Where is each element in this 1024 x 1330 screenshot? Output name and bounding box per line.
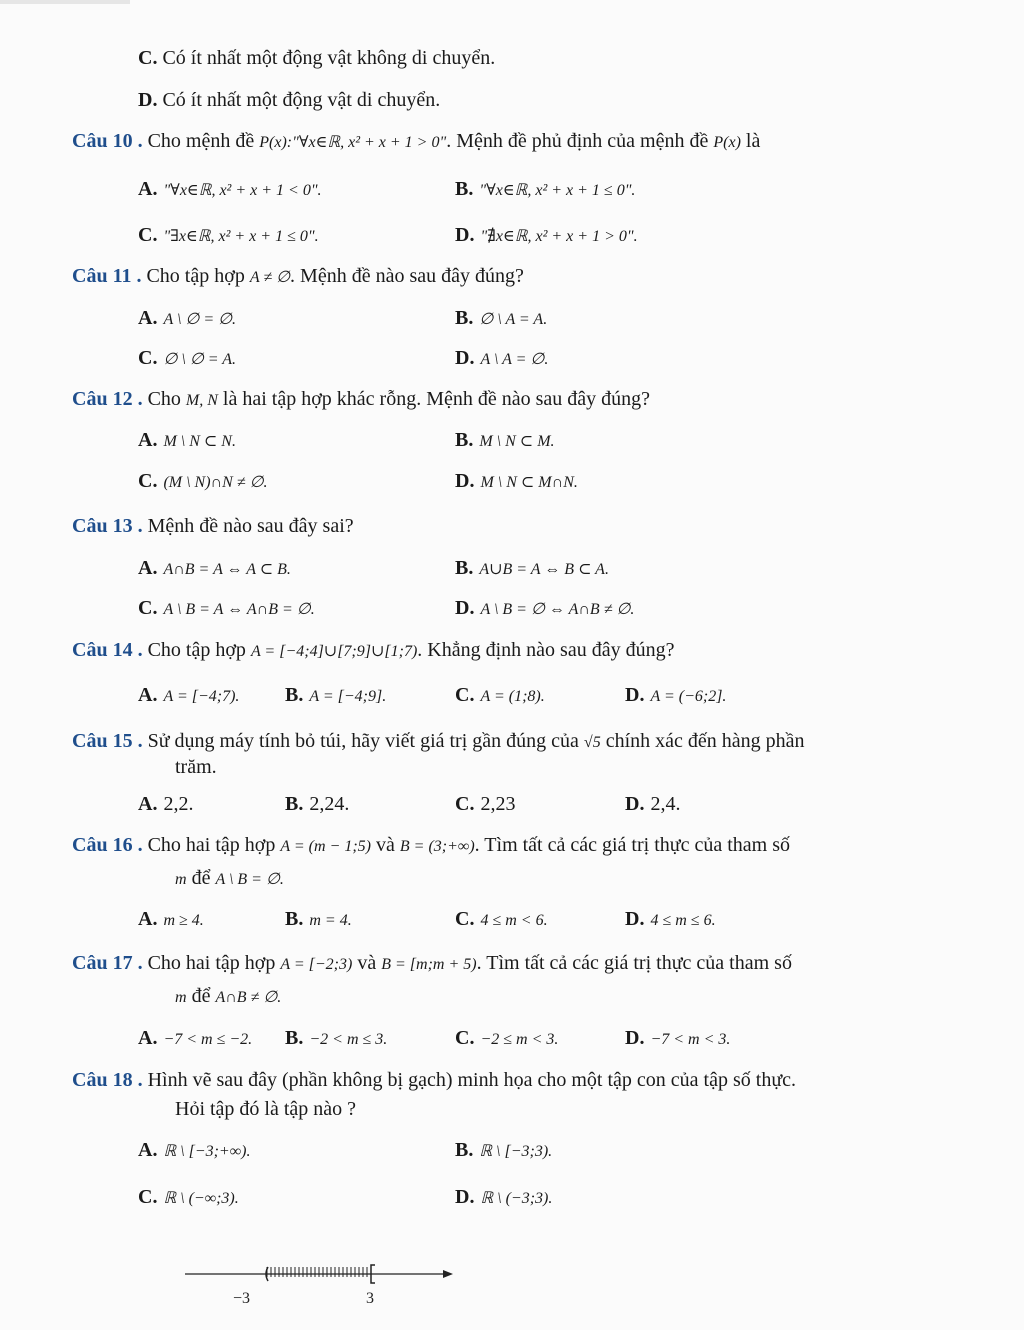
question-text: . Tìm tất cả các giá trị thực của tham số <box>474 834 791 856</box>
option-label: D. <box>625 684 645 706</box>
option-label: C. <box>138 224 158 246</box>
option-label: D. <box>455 347 475 369</box>
math-expression: M, N <box>185 392 218 409</box>
q15-option-b[interactable] <box>285 791 349 817</box>
q17-option-b[interactable] <box>285 1025 387 1053</box>
math-expression: A ≠ ∅ <box>249 269 291 286</box>
q15-option-d[interactable] <box>625 791 680 817</box>
q12-option-b[interactable] <box>455 427 555 455</box>
question-text: . Tìm tất cả các giá trị thực của tham số <box>476 952 792 974</box>
option-text: m = 4. <box>309 912 352 929</box>
number-line-label-right: 3 <box>366 1290 374 1307</box>
option-text: M \ N ⊂ N. <box>163 433 236 450</box>
q11-option-a[interactable] <box>138 305 236 333</box>
option-text: A \ ∅ = ∅. <box>163 311 237 328</box>
option-label: A. <box>138 908 158 930</box>
question-14 <box>72 636 674 666</box>
option-text: ℝ \ (−3;3). <box>480 1190 553 1207</box>
option-label: A. <box>138 307 158 329</box>
question-15-continuation: trăm. <box>175 756 217 778</box>
top-bar <box>0 0 130 4</box>
option-label: C. <box>455 684 475 706</box>
option-label: B. <box>285 793 304 815</box>
question-text: Hình vẽ sau đây (phần không bị gạch) minh họa cho một tập con của tập số thực. <box>147 1069 797 1091</box>
math-expression: B = [m;m + 5) <box>381 956 477 973</box>
question-text: . Mệnh đề nào sau đây đúng? <box>290 265 524 287</box>
option-label: D. <box>455 597 475 619</box>
question-number: Câu 15 . <box>72 730 143 752</box>
option-label: D. <box>455 1186 475 1208</box>
option-text: A \ B = ∅ ⇔ A∩B ≠ ∅. <box>480 601 635 618</box>
question-11 <box>72 262 524 292</box>
option-label: A. <box>138 1027 158 1049</box>
option-text: −2 ≤ m < 3. <box>480 1031 559 1048</box>
number-line-label-left: −3 <box>233 1290 251 1307</box>
number-line-figure <box>175 1255 475 1315</box>
q15-option-c[interactable] <box>455 791 515 817</box>
q12-option-a[interactable] <box>138 427 236 455</box>
option-text: ℝ \ (−∞;3). <box>163 1190 239 1207</box>
question-text: Cho tập hợp <box>147 639 251 661</box>
option-label: A. <box>138 684 158 706</box>
option-text: "∄x∈ℝ, x² + x + 1 > 0". <box>480 228 638 245</box>
q14-option-a[interactable] <box>138 682 239 710</box>
option-label: D. <box>455 470 475 492</box>
q10-option-a[interactable] <box>138 176 322 204</box>
question-18 <box>72 1066 796 1094</box>
prev-option-d <box>138 86 440 114</box>
q10-option-b[interactable] <box>455 176 635 204</box>
q11-option-c[interactable] <box>138 345 236 373</box>
option-label: C. <box>138 47 158 69</box>
q13-option-a[interactable] <box>138 555 291 583</box>
question-text: Sử dụng máy tính bỏ túi, hãy viết giá trị gần đúng của <box>147 730 584 752</box>
q14-option-d[interactable] <box>625 682 726 710</box>
option-text: −2 < m ≤ 3. <box>309 1031 388 1048</box>
option-text: A∪B = A ⇔ B ⊂ A. <box>479 561 609 578</box>
question-text: Cho hai tập hợp <box>147 834 281 856</box>
q13-option-b[interactable] <box>455 555 609 583</box>
option-text: Có ít nhất một động vật di chuyển. <box>162 89 441 111</box>
option-label: B. <box>455 557 474 579</box>
option-label: C. <box>455 1027 475 1049</box>
question-text: để <box>186 985 216 1007</box>
option-label: D. <box>625 908 645 930</box>
question-text: Cho <box>147 388 186 410</box>
math-expression: B = (3;+∞) <box>399 838 475 855</box>
option-text: "∀x∈ℝ, x² + x + 1 ≤ 0". <box>479 182 636 199</box>
question-text: là <box>740 130 761 152</box>
option-label: A. <box>138 429 158 451</box>
option-text: 4 ≤ m ≤ 6. <box>650 912 716 929</box>
option-text: −7 < m ≤ −2. <box>163 1031 253 1048</box>
option-text: (M \ N)∩N ≠ ∅. <box>163 474 268 491</box>
q18-option-b[interactable] <box>455 1137 552 1165</box>
option-text: 2,24. <box>309 793 350 815</box>
option-text: 4 ≤ m < 6. <box>480 912 548 929</box>
math-expression: P(x) <box>713 134 741 151</box>
math-expression: √5 <box>583 734 601 751</box>
option-text: −7 < m < 3. <box>650 1031 731 1048</box>
option-text: ∅ \ ∅ = A. <box>163 351 237 368</box>
question-number: Câu 16 . <box>72 834 143 856</box>
math-expression: m <box>175 989 187 1006</box>
question-16 <box>72 831 790 861</box>
q11-option-b[interactable] <box>455 305 547 333</box>
q10-option-c[interactable] <box>138 222 319 250</box>
option-text: "∃x∈ℝ, x² + x + 1 ≤ 0". <box>163 228 319 245</box>
question-number: Câu 12 . <box>72 388 143 410</box>
option-text: A = (1;8). <box>480 688 545 705</box>
math-expression: A∩B ≠ ∅. <box>215 989 282 1006</box>
q17-option-d[interactable] <box>625 1025 730 1053</box>
option-text: M \ N ⊂ M∩N. <box>480 474 578 491</box>
option-text: M \ N ⊂ M. <box>479 433 555 450</box>
q13-option-c[interactable] <box>138 595 315 623</box>
option-label: A. <box>138 557 158 579</box>
q14-option-c[interactable] <box>455 682 545 710</box>
question-text: Mệnh đề nào sau đây sai? <box>147 515 354 537</box>
q18-option-c[interactable] <box>138 1184 239 1212</box>
question-number: Câu 14 . <box>72 639 143 661</box>
q16-option-c[interactable] <box>455 906 548 934</box>
q17-option-c[interactable] <box>455 1025 558 1053</box>
prev-option-c <box>138 44 495 72</box>
question-number: Câu 10 . <box>72 130 143 152</box>
question-text: và <box>352 952 382 974</box>
q16-option-b[interactable] <box>285 906 352 934</box>
question-16-continuation <box>175 864 284 894</box>
option-text: 2,23 <box>480 793 516 815</box>
question-17-continuation <box>175 982 281 1012</box>
option-label: D. <box>625 1027 645 1049</box>
option-text: A = [−4;7). <box>163 688 240 705</box>
option-label: A. <box>138 1139 158 1161</box>
option-label: B. <box>455 307 474 329</box>
question-number: Câu 11 . <box>72 265 142 287</box>
option-text: Có ít nhất một động vật không di chuyển. <box>162 47 496 69</box>
math-expression: A = [−2;3) <box>280 956 353 973</box>
q11-option-d[interactable] <box>455 345 548 373</box>
option-label: C. <box>138 470 158 492</box>
option-label: B. <box>455 178 474 200</box>
q17-option-a[interactable] <box>138 1025 252 1053</box>
question-number: Câu 17 . <box>72 952 143 974</box>
question-number: Câu 18 . <box>72 1069 143 1091</box>
question-text: để <box>186 867 216 889</box>
question-text: . Mệnh đề phủ định của mệnh đề <box>446 130 714 152</box>
question-12 <box>72 385 650 415</box>
option-label: B. <box>455 1139 474 1161</box>
math-expression: A = (m − 1;5) <box>280 838 371 855</box>
question-text: . Khẳng định nào sau đây đúng? <box>417 639 675 661</box>
question-text: và <box>371 834 400 856</box>
q18-option-a[interactable] <box>138 1137 250 1165</box>
question-17 <box>72 949 792 979</box>
option-text: A \ B = A ⇔ A∩B = ∅. <box>163 601 315 618</box>
question-text: Cho hai tập hợp <box>147 952 281 974</box>
question-number: Câu 13 . <box>72 515 143 537</box>
option-text: m ≥ 4. <box>163 912 204 929</box>
option-label: B. <box>285 684 304 706</box>
option-label: B. <box>455 429 474 451</box>
option-label: A. <box>138 178 158 200</box>
option-text: "∀x∈ℝ, x² + x + 1 < 0". <box>163 182 322 199</box>
q10-option-d[interactable] <box>455 222 638 250</box>
option-label: D. <box>455 224 475 246</box>
question-text: chính xác đến hàng phần <box>600 730 805 752</box>
q15-option-a[interactable] <box>138 791 193 817</box>
option-label: C. <box>138 597 158 619</box>
q18-option-d[interactable] <box>455 1184 552 1212</box>
option-label: B. <box>285 908 304 930</box>
option-label: C. <box>138 1186 158 1208</box>
math-expression: P(x):"∀x∈ℝ, x² + x + 1 > 0" <box>259 134 447 151</box>
option-label: C. <box>455 908 475 930</box>
q13-option-d[interactable] <box>455 595 634 623</box>
math-expression: A \ B = ∅. <box>215 871 284 888</box>
option-label: A. <box>138 793 158 815</box>
question-10 <box>72 127 760 157</box>
option-label: C. <box>455 793 475 815</box>
option-text: A = [−4;9]. <box>309 688 387 705</box>
question-text: Cho mệnh đề <box>147 130 260 152</box>
option-text: ∅ \ A = A. <box>479 311 548 328</box>
math-expression: m <box>175 871 187 888</box>
option-text: ℝ \ [−3;3). <box>479 1143 553 1160</box>
math-expression: A = [−4;4]∪[7;9]∪[1;7) <box>250 643 418 660</box>
option-text: A = (−6;2]. <box>650 688 727 705</box>
number-line-arrow-icon <box>443 1270 453 1278</box>
option-text: ℝ \ [−3;+∞). <box>163 1143 251 1160</box>
hatched-region <box>267 1267 367 1277</box>
q12-option-c[interactable] <box>138 468 268 496</box>
question-text: Cho tập hợp <box>146 265 250 287</box>
q14-option-b[interactable] <box>285 682 386 710</box>
option-text: 2,4. <box>650 793 681 815</box>
question-text: là hai tập hợp khác rỗng. Mệnh đề nào sau đây đúng? <box>217 388 651 410</box>
option-text: A∩B = A ⇔ A ⊂ B. <box>163 561 291 578</box>
option-label: D. <box>625 793 645 815</box>
option-label: D. <box>138 89 158 111</box>
question-18-continuation: Hỏi tập đó là tập nào ? <box>175 1098 357 1120</box>
q16-option-d[interactable] <box>625 906 716 934</box>
option-text: A \ A = ∅. <box>480 351 549 368</box>
option-label: C. <box>138 347 158 369</box>
q16-option-a[interactable] <box>138 906 204 934</box>
option-label: B. <box>285 1027 304 1049</box>
q12-option-d[interactable] <box>455 468 578 496</box>
question-13 <box>72 512 354 540</box>
option-text: 2,2. <box>163 793 194 815</box>
